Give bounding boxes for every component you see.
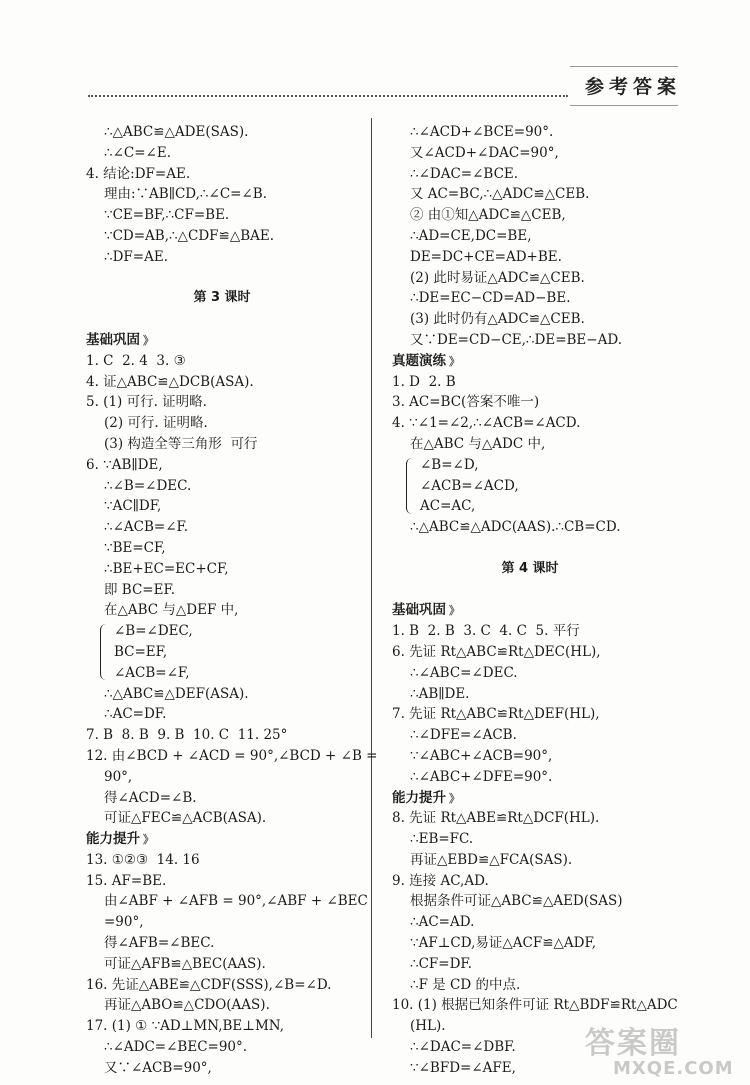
answer-line: 再证△EBD≌△FCA(SAS). bbox=[410, 851, 573, 868]
answer-line: 又∵DE=CD−CE,∴DE=BE−AD. bbox=[410, 331, 622, 348]
answer-line: ∴F 是 CD 的中点. bbox=[410, 976, 521, 993]
watermark-en: MXQE.COM bbox=[613, 1058, 734, 1079]
answer-line: ∠B=∠DEC, bbox=[114, 623, 193, 640]
section-heading: 基础巩固 》 bbox=[86, 331, 154, 348]
answer-line: ∴DE=EC−CD=AD−BE. bbox=[410, 290, 571, 307]
answer-line: ∠ACB=∠F, bbox=[114, 664, 190, 681]
answer-line: ∴∠DFE=∠ACB. bbox=[410, 727, 517, 744]
answer-line: 17. (1) ① ∵AD⊥MN,BE⊥MN, bbox=[86, 1018, 285, 1035]
answer-line: 1. B 2. B 3. C 4. C 5. 平行 bbox=[392, 623, 580, 640]
answer-line: 得∠AFB=∠BEC. bbox=[104, 935, 215, 952]
answer-line: ∴∠ABC+∠DFE=90°. bbox=[410, 768, 553, 785]
answer-line: ∴∠C=∠E. bbox=[104, 144, 171, 161]
brace-icon bbox=[100, 624, 107, 680]
answer-line: 又 AC=BC,∴△ADC≌△CEB. bbox=[410, 186, 590, 203]
answer-line: (HL). bbox=[410, 1018, 446, 1035]
answer-line: ∴∠DAC=∠BCE. bbox=[410, 165, 519, 182]
answer-line: 8. 先证 Rt△ABE≌Rt△DCF(HL). bbox=[392, 810, 600, 827]
answer-line: ∵CD=AB,∴△CDF≌△BAE. bbox=[104, 227, 275, 244]
answer-line: 3. AC=BC(答案不唯一) bbox=[392, 394, 540, 411]
answer-line: ∴△ABC≌△ADC(AAS).∴CB=CD. bbox=[410, 519, 621, 536]
answer-line: 1. C 2. 4 3. ③ bbox=[86, 352, 186, 369]
answer-line: =90°, bbox=[104, 914, 144, 931]
answer-line: ∠ACB=∠ACD, bbox=[420, 477, 519, 494]
section-heading: 能力提升 》 bbox=[392, 789, 460, 806]
watermark-cn: 答案圈 bbox=[585, 1026, 681, 1061]
answer-line: DE=DC+CE=AD+BE. bbox=[410, 248, 562, 265]
answer-line: 13. ①②③ 14. 16 bbox=[86, 851, 200, 868]
brace-icon bbox=[406, 458, 413, 514]
answer-line: ∴AC=AD. bbox=[410, 914, 475, 931]
answer-line: 在△ABC 与△ADC 中, bbox=[410, 435, 546, 452]
section-heading: 能力提升 》 bbox=[86, 831, 154, 848]
answer-line: 可证△AFB≌△BEC(AAS). bbox=[104, 955, 266, 972]
answer-line bbox=[392, 580, 668, 601]
chevron-right-icon: 》 bbox=[143, 333, 154, 347]
answer-line bbox=[86, 309, 358, 330]
lesson-heading: 第 3 课时 bbox=[193, 290, 251, 306]
answer-line: 又∠ACD+∠DAC=90°, bbox=[410, 144, 559, 161]
answer-line: ∴EB=FC. bbox=[410, 831, 474, 848]
answer-line: 理由:∵AB∥CD,∴∠C=∠B. bbox=[104, 186, 267, 203]
answer-line: ∵AC∥DF, bbox=[104, 498, 162, 515]
header-dotted-rule bbox=[88, 95, 568, 97]
answer-line: (2) 可行. 证明略. bbox=[104, 415, 208, 432]
chevron-right-icon: 》 bbox=[449, 604, 460, 618]
answer-line: 再证△ABO≌△CDO(AAS). bbox=[104, 997, 270, 1014]
answer-line: ∠B=∠D, bbox=[420, 456, 479, 473]
answer-line: (3) 构造全等三角形 可行 bbox=[104, 435, 258, 452]
section-heading: 真题演练 》 bbox=[392, 352, 460, 369]
answer-line: ∴AB∥DE. bbox=[410, 685, 470, 702]
answer-line: ∴∠ACB=∠F. bbox=[104, 519, 189, 536]
left-column bbox=[86, 122, 378, 1079]
answer-line: 由∠ABF + ∠AFB = 90°,∠ABF + ∠BEC bbox=[104, 893, 368, 910]
answer-line: ∴AD=CE,DC=BE, bbox=[410, 227, 532, 244]
chevron-right-icon: 》 bbox=[449, 354, 460, 368]
chevron-right-icon: 》 bbox=[143, 833, 154, 847]
answer-line: 7. 先证 Rt△ABC≌Rt△DEF(HL), bbox=[392, 706, 600, 723]
lesson-heading: 第 4 课时 bbox=[501, 560, 559, 576]
answer-line: 根据条件可证△ABC≌△AED(SAS) bbox=[410, 893, 623, 910]
answer-line: 可证△FEC≌△ACB(ASA). bbox=[104, 810, 267, 827]
column-divider bbox=[371, 118, 372, 1038]
answer-line: 12. 由∠BCD + ∠ACD = 90°,∠BCD + ∠B = bbox=[86, 747, 378, 764]
answer-line bbox=[392, 538, 668, 559]
answer-line: 1. D 2. B bbox=[392, 373, 456, 390]
answer-line: 6. 先证 Rt△ABC≌Rt△DEC(HL), bbox=[392, 643, 601, 660]
answer-line: 4. ∵∠1=∠2,∴∠ACB=∠ACD. bbox=[392, 415, 581, 432]
answer-line: BC=EF, bbox=[114, 643, 168, 660]
answer-line: ∴△ABC≌△ADE(SAS). bbox=[104, 124, 249, 140]
answer-line: ∵BE=CF, bbox=[104, 539, 166, 556]
answer-line: (2) 此时易证△ADC≌△CEB. bbox=[410, 269, 585, 286]
answer-line: ∵CE=BF,∴CF=BE. bbox=[104, 207, 230, 224]
answer-line: 得∠ACD=∠B. bbox=[104, 789, 197, 806]
answer-line: ∵∠ABC+∠ACB=90°, bbox=[410, 747, 553, 764]
page-title: 参考答案 bbox=[585, 76, 682, 98]
answer-line: 在△ABC 与△DEF 中, bbox=[104, 602, 239, 619]
answer-line bbox=[86, 268, 358, 289]
answer-line: ∴△ABC≌△DEF(ASA). bbox=[104, 685, 249, 702]
answer-line: ∴∠ABC=∠DEC. bbox=[410, 664, 518, 681]
section-heading: 基础巩固 》 bbox=[392, 602, 460, 619]
answer-line: 5. (1) 可行. 证明略. bbox=[86, 394, 207, 411]
answer-line: ② 由①知△ADC≌△CEB, bbox=[410, 207, 566, 224]
answer-line: ∴BE+EC=EC+CF, bbox=[104, 560, 229, 577]
answer-line: 又∵∠ACB=90°, bbox=[104, 1059, 212, 1076]
answer-line: AC=AC, bbox=[420, 498, 476, 515]
answer-line: 4. 结论:DF=AE. bbox=[86, 165, 191, 182]
answer-line: 即 BC=EF. bbox=[104, 581, 176, 598]
answer-line: 10. (1) 根据已知条件可证 Rt△BDF≌Rt△ADC bbox=[392, 997, 678, 1014]
answer-line: ∴∠ADC=∠BEC=90°. bbox=[104, 1039, 248, 1056]
answer-line: ∴∠B=∠DEC. bbox=[104, 477, 192, 494]
answer-line: 7. B 8. B 9. B 10. C 11. 25° bbox=[86, 727, 288, 744]
answer-line: 90°, bbox=[104, 768, 133, 785]
answer-line: 4. 证△ABC≌△DCB(ASA). bbox=[86, 373, 254, 390]
answer-line: 15. AF=BE. bbox=[86, 872, 167, 889]
answer-line: ∴DF=AE. bbox=[104, 248, 168, 265]
answer-line: (3) 此时仍有△ADC≌△CEB. bbox=[410, 311, 585, 328]
answer-line: 6. ∵AB∥DE, bbox=[86, 456, 163, 473]
answer-line: ∵∠BFD=∠AFE, bbox=[410, 1059, 516, 1076]
answer-line: 9. 连接 AC,AD. bbox=[392, 872, 489, 889]
answer-line: ∴∠ACD+∠BCE=90°. bbox=[410, 124, 554, 140]
answer-line: ∴CF=DF. bbox=[410, 955, 472, 972]
watermark-logo bbox=[585, 1018, 745, 1082]
answer-line: 16. 先证△ABE≌△CDF(SSS),∠B=∠D. bbox=[86, 976, 332, 993]
answer-line: ∵AF⊥CD,易证△ACF≌△ADF, bbox=[410, 935, 597, 952]
answer-line: ∴∠DAC=∠DBF. bbox=[410, 1039, 516, 1056]
chevron-right-icon: 》 bbox=[449, 791, 460, 805]
answer-line: ∴AC=DF. bbox=[104, 706, 167, 723]
